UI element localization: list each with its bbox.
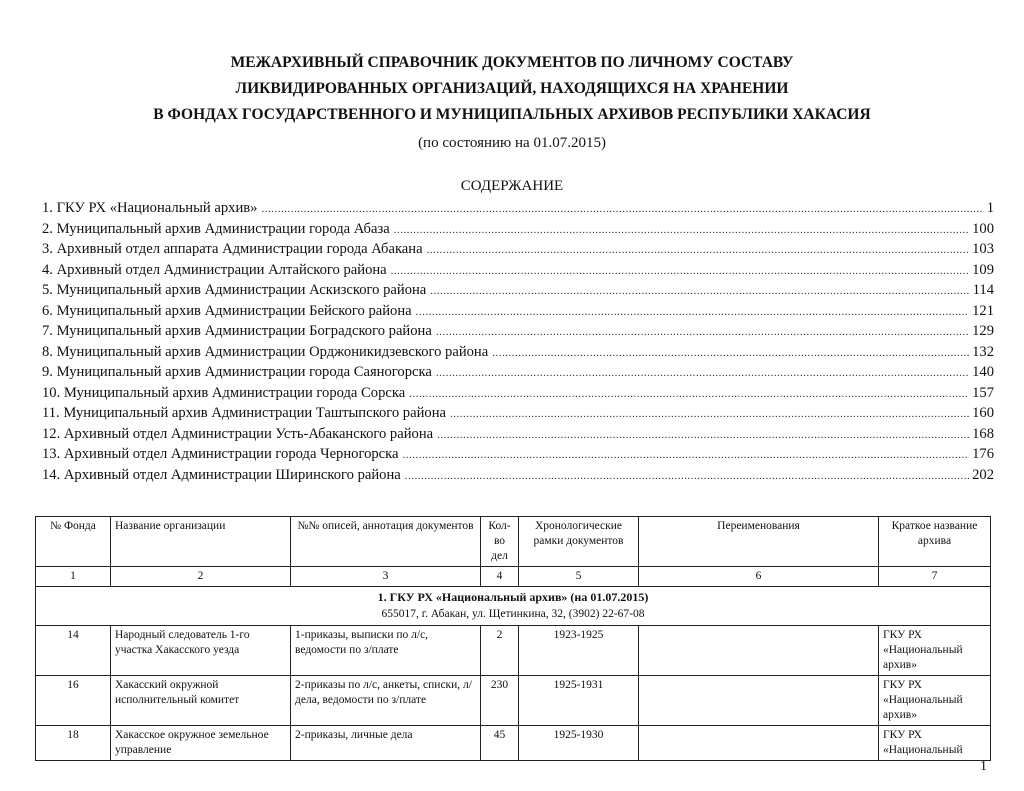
toc-entry-page: 202 (972, 466, 994, 483)
archive-name-cell: ГКУ РХ «Национальный (879, 726, 991, 761)
column-number: 7 (879, 567, 991, 587)
toc-entry[interactable] (42, 280, 994, 301)
toc-entry-page: 140 (972, 364, 994, 380)
toc-entry-page: 168 (972, 425, 994, 442)
organization-cell: Народный следователь 1-го участка Хакасского уезда (111, 626, 291, 676)
toc-entry-page: 157 (972, 384, 994, 401)
toc-leader-dots (430, 281, 969, 302)
toc-leader-dots (391, 261, 969, 282)
file-count-cell: 45 (481, 726, 519, 761)
toc-entry[interactable] (42, 424, 994, 445)
toc-leader-dots (394, 220, 969, 241)
fund-number-cell: 16 (36, 676, 111, 726)
contents-heading: СОДЕРЖАНИЕ (460, 178, 564, 194)
toc-entry-page: 103 (972, 241, 994, 257)
toc-entry-label: 6. Муниципальный архив Администрации Бейского района (42, 302, 412, 319)
toc-entry-page: 114 (972, 282, 994, 298)
toc-entry-page: 121 (972, 302, 994, 319)
inventories-cell: 1-приказы, выписки по л/с, ведомости по з/плате (291, 626, 481, 676)
toc-entry-page: 1 (986, 200, 994, 216)
organization-cell: Хакасское окружное земельное управление (111, 726, 291, 761)
toc-entry-label: 1. ГКУ РХ «Национальный архив» (42, 200, 258, 216)
toc-entry-label: 5. Муниципальный архив Администрации Аскизского района (42, 282, 427, 298)
toc-entry[interactable] (42, 444, 994, 465)
toc-entry[interactable] (42, 342, 994, 363)
toc-leader-dots (437, 425, 969, 446)
header-archive-short-name: Краткое название архива (879, 517, 991, 567)
column-number: 5 (519, 567, 639, 587)
toc-leader-dots (492, 343, 969, 364)
header-file-count: Кол-во дел (481, 517, 519, 567)
document-subtitle: (по состоянию на 01.07.2015) (418, 135, 606, 151)
toc-entry-label: 8. Муниципальный архив Администрации Орджоникидзевского района (42, 343, 489, 360)
toc-entry-label: 7. Муниципальный архив Администрации Боградского района (42, 323, 432, 339)
toc-leader-dots (403, 445, 970, 466)
header-fund-number: № Фонда (36, 517, 111, 567)
toc-entry[interactable] (42, 219, 994, 240)
toc-entry[interactable] (42, 362, 994, 383)
section-address: 655017, г. Абакан, ул. Щетинкина, 32, (3902) 22-67-08 (381, 608, 645, 620)
toc-leader-dots (427, 240, 970, 261)
header-inventories: №№ описей, аннотация документов (291, 517, 481, 567)
toc-entry[interactable] (42, 403, 994, 424)
toc-entry-label: 4. Архивный отдел Администрации Алтайского района (42, 261, 387, 278)
archive-register-table (35, 516, 991, 761)
section-title: 1. ГКУ РХ «Национальный архив» (на 01.07.2015) (377, 590, 649, 604)
toc-entry-page: 176 (972, 446, 994, 462)
toc-entry-page: 132 (972, 343, 994, 360)
toc-entry-label: 9. Муниципальный архив Администрации города Саяногорска (42, 364, 432, 380)
toc-leader-dots (450, 404, 969, 425)
toc-entry[interactable] (42, 383, 994, 404)
toc-entry[interactable] (42, 465, 994, 486)
toc-entry[interactable] (42, 198, 994, 219)
inventories-cell: 2-приказы, личные дела (291, 726, 481, 761)
table-row (36, 676, 991, 726)
column-number: 2 (111, 567, 291, 587)
header-date-range: Хронологические рамки документов (519, 517, 639, 567)
header-organization: Название организации (111, 517, 291, 567)
toc-leader-dots (261, 199, 983, 220)
table-of-contents (42, 198, 994, 485)
table-row (36, 626, 991, 676)
column-number: 1 (36, 567, 111, 587)
organization-cell: Хакасский окружной исполнительный комитет (111, 676, 291, 726)
renamings-cell (639, 626, 879, 676)
column-number-row (36, 567, 991, 587)
header-renamings: Переименования (639, 517, 879, 567)
column-number: 4 (481, 567, 519, 587)
page-number: 1 (980, 759, 987, 774)
renamings-cell (639, 676, 879, 726)
toc-entry[interactable] (42, 301, 994, 322)
date-range-cell: 1925-1930 (519, 726, 639, 761)
renamings-cell (639, 726, 879, 761)
toc-entry-label: 11. Муниципальный архив Администрации Таштыпского района (42, 405, 446, 421)
toc-leader-dots (409, 384, 969, 405)
toc-entry[interactable] (42, 260, 994, 281)
toc-entry[interactable] (42, 239, 994, 260)
fund-number-cell: 14 (36, 626, 111, 676)
section-header-row (36, 587, 991, 626)
document-title-line-3: В ФОНДАХ ГОСУДАРСТВЕННОГО И МУНИЦИПАЛЬНЫХ АРХИВОВ РЕСПУБЛИКИ ХАКАСИЯ (153, 106, 871, 123)
toc-entry-page: 129 (972, 323, 994, 339)
date-range-cell: 1923-1925 (519, 626, 639, 676)
toc-entry-label: 13. Архивный отдел Администрации города Черногорска (42, 446, 399, 462)
archive-name-cell: ГКУ РХ «Национальный архив» (879, 626, 991, 676)
toc-entry-label: 2. Муниципальный архив Администрации города Абаза (42, 220, 390, 237)
toc-entry-page: 160 (972, 405, 994, 421)
toc-entry[interactable] (42, 321, 994, 342)
document-title-line-2: ЛИКВИДИРОВАННЫХ ОРГАНИЗАЦИЙ, НАХОДЯЩИХСЯ НА ХРАНЕНИИ (235, 80, 789, 97)
toc-entry-label: 10. Муниципальный архив Администрации города Сорска (42, 384, 406, 401)
toc-leader-dots (436, 322, 969, 343)
file-count-cell: 2 (481, 626, 519, 676)
column-number: 3 (291, 567, 481, 587)
toc-entry-label: 3. Архивный отдел аппарата Администрации города Абакана (42, 241, 423, 257)
toc-entry-page: 109 (972, 261, 994, 278)
toc-entry-label: 12. Архивный отдел Администрации Усть-Абаканского района (42, 425, 434, 442)
archive-name-cell: ГКУ РХ «Национальный архив» (879, 676, 991, 726)
table-row (36, 726, 991, 761)
toc-entry-label: 14. Архивный отдел Администрации Ширинского района (42, 466, 401, 483)
table-header-row (36, 517, 991, 567)
toc-leader-dots (416, 302, 969, 323)
file-count-cell: 230 (481, 676, 519, 726)
toc-leader-dots (405, 466, 969, 487)
toc-entry-page: 100 (972, 220, 994, 237)
document-title-line-1: МЕЖАРХИВНЫЙ СПРАВОЧНИК ДОКУМЕНТОВ ПО ЛИЧНОМУ СОСТАВУ (230, 54, 794, 71)
column-number: 6 (639, 567, 879, 587)
toc-leader-dots (436, 363, 969, 384)
date-range-cell: 1925-1931 (519, 676, 639, 726)
inventories-cell: 2-приказы по л/с, анкеты, списки, л/дела, ведомости по з/плате (291, 676, 481, 726)
fund-number-cell: 18 (36, 726, 111, 761)
